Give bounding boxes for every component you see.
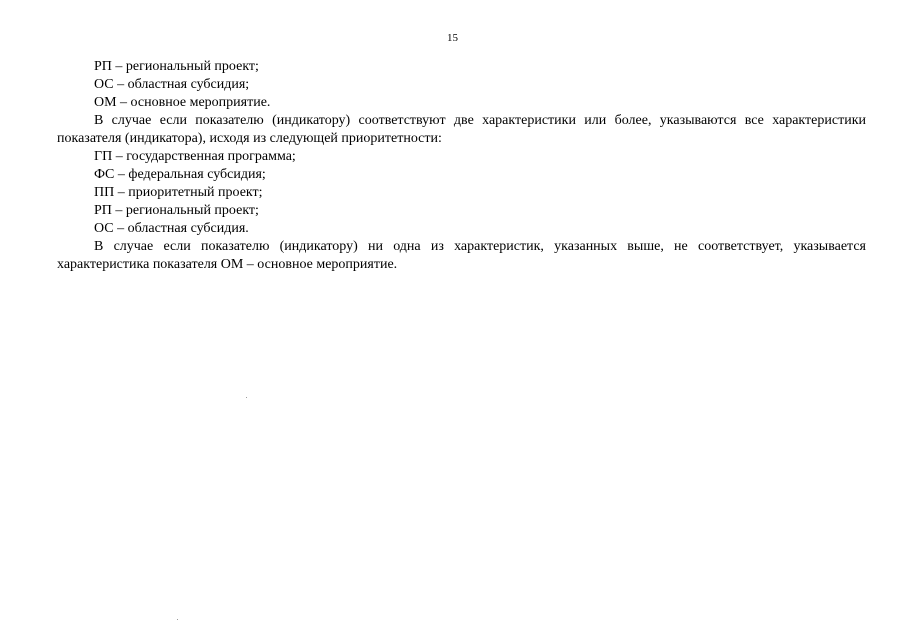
paragraph-abbrev-os: ОС – областная субсидия; (94, 77, 250, 92)
paragraph-priority-rule: В случае если показателю (индикатору) соответствуют две характеристики или более, указываются все характеристики показателя (индикатора), исходя из следующей приоритетности: (57, 113, 866, 146)
paragraph-abbrev-om: ОМ – основное мероприятие. (94, 95, 271, 110)
scan-speck (246, 397, 247, 398)
scan-speck (177, 619, 178, 620)
page-number: 15 (447, 32, 458, 44)
paragraph-priority-rp: РП – региональный проект; (94, 203, 259, 218)
paragraph-priority-gp: ГП – государственная программа; (94, 149, 296, 164)
paragraph-abbrev-rp: РП – региональный проект; (94, 59, 259, 74)
paragraph-priority-pp: ПП – приоритетный проект; (94, 185, 263, 200)
paragraph-default-om: В случае если показателю (индикатору) ни одна из характеристик, указанных выше, не соответствует, указывается характеристика показателя ОМ – основное мероприятие. (57, 239, 866, 272)
paragraph-priority-os: ОС – областная субсидия. (94, 221, 249, 236)
document-body (57, 58, 866, 274)
paragraph-priority-fs: ФС – федеральная субсидия; (94, 167, 266, 182)
